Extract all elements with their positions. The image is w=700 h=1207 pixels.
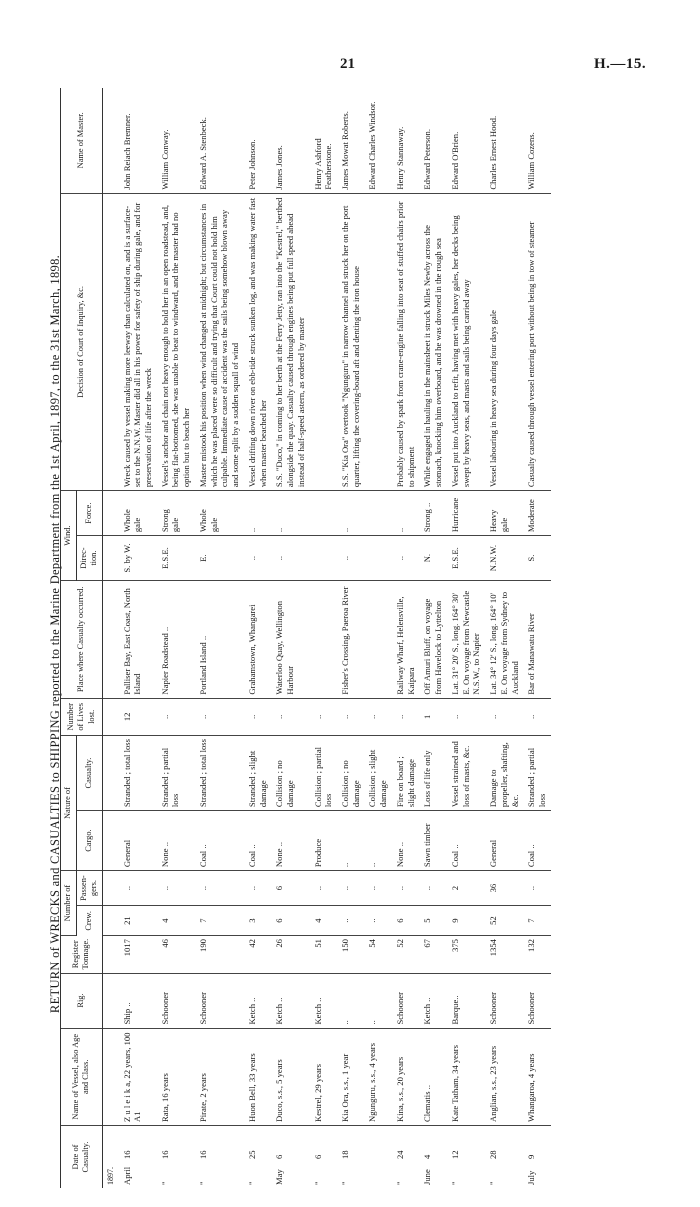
cell-passengers: 2 [447, 871, 485, 906]
cell-date [364, 1126, 391, 1188]
cell-place [364, 581, 391, 698]
cell-crew: 21 [119, 906, 157, 936]
cell-date [195, 1126, 244, 1188]
cell-day: 12 [449, 1150, 460, 1159]
cell-month: May [274, 1169, 285, 1185]
header-casualty: Casualty. [76, 736, 102, 811]
cell-crew: 7 [523, 906, 550, 936]
cell-force: .. [244, 491, 271, 536]
header-nature-of: Nature of [61, 736, 77, 871]
cell-casualty: Stranded ; partial loss [523, 736, 550, 811]
cell-day: 6 [274, 1154, 285, 1159]
cell-lives: .. [523, 698, 550, 735]
cell-master: William Cozens. [523, 88, 550, 193]
header-tonnage: Register Tonnage. [61, 936, 103, 973]
cell-passengers: .. [392, 871, 419, 906]
cell-passengers: .. [195, 871, 244, 906]
cell-casualty: Stranded ; total loss [195, 736, 244, 811]
cell-place: Napier Roadstead .. [157, 581, 195, 698]
cell-crew: 52 [485, 906, 523, 936]
cell-vessel: Duco, s.s., 5 years [271, 1028, 309, 1125]
cell-date [271, 1126, 309, 1188]
cell-direction: .. [392, 536, 419, 581]
header-direction: Direc- tion. [76, 536, 102, 581]
cell-casualty: Collision ; no damage [337, 736, 364, 811]
cell-crew: .. [364, 906, 391, 936]
cell-tonnage: 26 [271, 936, 309, 973]
cell-master: John Reiach Bremner. [119, 88, 157, 193]
table-row [523, 88, 550, 1188]
cell-decision: Master mistook his position when wind changed at midnight; but circumstances in which he was placed were so difficult and trying that Court could not hold him culpable. Immediate cause of accident was the sails being somehow blown away and some split by a sudden squall of wind [195, 193, 244, 490]
cell-crew: 5 [419, 906, 446, 936]
cell-crew: .. [337, 906, 364, 936]
cell-vessel: Huon Bell, 33 years [244, 1028, 271, 1125]
cell-direction: .. [271, 536, 309, 581]
cell-master: Charles Ernest Hood. [485, 88, 523, 193]
cell-casualty: Collision ; no damage [271, 736, 309, 811]
table-row [119, 88, 157, 1188]
cell-month: April [121, 1166, 132, 1185]
cell-cargo: Coal .. [523, 811, 550, 871]
page-number: 21 [340, 56, 355, 72]
cell-decision: While engaged in hauling in the mainsheet it struck Miles Newby across the stomach, knocking him overboard, and he was drowned in the rough sea [419, 193, 446, 490]
cell-day: 6 [312, 1154, 323, 1159]
cell-place: Lat. 34° 12' S., long. 164° 10' E. On voyage from Sydney to Auckland [485, 581, 523, 698]
cell-tonnage: 42 [244, 936, 271, 973]
cell-lives: .. [157, 698, 195, 735]
cell-date [244, 1126, 271, 1188]
cell-force: .. [337, 491, 364, 536]
cell-rig: .. [337, 973, 364, 1028]
cell-place: Lat. 31° 20' S., long. 164° 30' E. On voyage from Newcastle N.S.W., to Napier [447, 581, 485, 698]
cell-passengers: .. [119, 871, 157, 906]
cell-tonnage: 46 [157, 936, 195, 973]
table-body [102, 88, 551, 1188]
cell-date [119, 1126, 157, 1188]
cell-direction: E. [195, 536, 244, 581]
cell-lives: .. [392, 698, 419, 735]
cell-casualty: Stranded ; total loss [119, 736, 157, 811]
cell-month: " [488, 1181, 499, 1185]
cell-tonnage: 67 [419, 936, 446, 973]
cell-place: Railway Wharf, Helensville, Kaipara [392, 581, 419, 698]
table-row [485, 88, 523, 1188]
cell-date [337, 1126, 364, 1188]
cell-tonnage: 150 [337, 936, 364, 973]
cell-decision: Casualty caused through vessel entering port without being in tow of steamer [523, 193, 550, 490]
cell-month: June [422, 1169, 433, 1185]
cell-force: Moderate [523, 491, 550, 536]
cell-crew: 6 [271, 906, 309, 936]
table-row [392, 88, 419, 1188]
header-rig: Rig. [61, 973, 103, 1028]
header-force: Force. [76, 491, 102, 536]
cell-cargo: None .. [271, 811, 309, 871]
document-code: H.—15. [594, 56, 647, 72]
cell-casualty: Stranded ; slight damage [244, 736, 271, 811]
cell-vessel: Kina, s.s., 20 years [392, 1028, 419, 1125]
cell-decision: Wreck caused by vessel making more leeway than calculated on, and is a surface-set to the N.N.W. Master did all in his power for safety of ship during gale, and for preservation of life after the wreck [119, 193, 157, 490]
cell-master: Edward Peterson. [419, 88, 446, 193]
cell-passengers: .. [310, 871, 337, 906]
cell-tonnage: 132 [523, 936, 550, 973]
cell-date [485, 1126, 523, 1188]
cell-rig: Schooner [157, 973, 195, 1028]
cell-decision: Probably caused by spark from crane-engine falling into seat of stuffed chairs prior to shipment [392, 193, 419, 490]
table-row [419, 88, 446, 1188]
rotated-table-container [60, 88, 680, 1188]
cell-passengers: .. [157, 871, 195, 906]
cell-day: 18 [339, 1150, 350, 1159]
cell-direction: .. [244, 536, 271, 581]
cell-direction: .. [337, 536, 364, 581]
cell-cargo: Sawn timber [419, 811, 446, 871]
cell-master: Edward Charles Windsor. [364, 88, 391, 193]
cell-rig: Ketch .. [271, 973, 309, 1028]
cell-force: Whole gale [195, 491, 244, 536]
cell-crew: 4 [310, 906, 337, 936]
cell-force: Whole gale [119, 491, 157, 536]
cell-master: Henry Stannaway. [392, 88, 419, 193]
cell-day: 24 [394, 1150, 405, 1159]
cell-place: Bar of Manawatu River [523, 581, 550, 698]
cell-month: " [394, 1181, 405, 1185]
cell-day: 16 [159, 1150, 170, 1159]
cell-passengers: 6 [271, 871, 309, 906]
cell-master: Edward A. Stenbeck. [195, 88, 244, 193]
cell-rig: Ketch .. [244, 973, 271, 1028]
cell-tonnage: 1354 [485, 936, 523, 973]
cell-master: James Mowat Roberts. [337, 88, 364, 193]
cell-lives: .. [271, 698, 309, 735]
cell-rig: .. [364, 973, 391, 1028]
cell-vessel: Whangaroa, 4 years [523, 1028, 550, 1125]
cell-lives: .. [195, 698, 244, 735]
cell-vessel: Pirate, 2 years [195, 1028, 244, 1125]
cell-force: Hurricane [447, 491, 485, 536]
cell-place [310, 581, 337, 698]
cell-casualty: Damage to propeller, shafting, &c. [485, 736, 523, 811]
cell-date [447, 1126, 485, 1188]
cell-month: " [449, 1181, 460, 1185]
cell-place: Portland Island .. [195, 581, 244, 698]
cell-date [157, 1126, 195, 1188]
cell-date [419, 1126, 446, 1188]
cell-decision: S.S. "Duco," in coming to her berth at the Ferry Jetty, ran into the "Kestrel," berthed alongside the quay. Casualty caused through engines being put full speed ahead instead of half-speed astern, as ordered by master [271, 193, 309, 490]
table-row [271, 88, 309, 1188]
cell-passengers: .. [337, 871, 364, 906]
cell-lives: .. [310, 698, 337, 735]
cell-vessel: Clematis .. [419, 1028, 446, 1125]
cell-passengers: .. [523, 871, 550, 906]
header-number-of: Number of [61, 871, 77, 936]
cell-casualty: Stranded ; partial loss [157, 736, 195, 811]
cell-passengers: .. [364, 871, 391, 906]
cell-rig: Schooner [485, 973, 523, 1028]
cell-cargo: None .. [157, 811, 195, 871]
cell-cargo: .. [364, 811, 391, 871]
cell-day: 4 [422, 1154, 433, 1159]
cell-decision: Vessel's anchor and chain not heavy enough to hold her in an open roadstead, and, being flat-bottomed, she was unable to beat to windward, and the master had no option but to beach her [157, 193, 195, 490]
cell-month: " [339, 1181, 350, 1185]
cell-tonnage: 1017 [119, 936, 157, 973]
cell-cargo: General [485, 811, 523, 871]
cell-cargo: Coal .. [447, 811, 485, 871]
cell-direction: S. [523, 536, 550, 581]
cell-vessel: Anglian, s.s., 23 years [485, 1028, 523, 1125]
cell-rig: Ketch .. [310, 973, 337, 1028]
header-lives: Number of Lives lost. [61, 698, 103, 735]
cell-tonnage: 51 [310, 936, 337, 973]
cell-day: 16 [197, 1150, 208, 1159]
cell-force: Strong .. [419, 491, 446, 536]
header-date: Date of Casualty. [61, 1126, 103, 1188]
cell-casualty: Collision ; partial loss [310, 736, 337, 811]
cell-decision: Vessel labouring in heavy sea during four days gale [485, 193, 523, 490]
cell-master: James Jones. [271, 88, 309, 193]
cell-date [392, 1126, 419, 1188]
cell-master: Henry Ashford Featherstone. [310, 88, 337, 193]
cell-direction [364, 536, 391, 581]
cell-month: " [159, 1181, 170, 1185]
cell-direction: N. [419, 536, 446, 581]
cell-cargo: None .. [392, 811, 419, 871]
cell-tonnage: 52 [392, 936, 419, 973]
cell-casualty: Loss of life only [419, 736, 446, 811]
cell-day: 25 [246, 1150, 257, 1159]
cell-cargo: Coal .. [244, 811, 271, 871]
cell-vessel: Kestrel, 29 years [310, 1028, 337, 1125]
cell-direction: E.S.E. [447, 536, 485, 581]
cell-passengers: 36 [485, 871, 523, 906]
cell-cargo: Produce [310, 811, 337, 871]
cell-lives: .. [364, 698, 391, 735]
cell-vessel: Kia Ora, s.s., 1 year [337, 1028, 364, 1125]
cell-tonnage: 375 [447, 936, 485, 973]
header-place: Place where Casualty occurred. [61, 581, 103, 698]
cell-rig: Schooner [523, 973, 550, 1028]
cell-rig: Barque.. [447, 973, 485, 1028]
cell-tonnage: 190 [195, 936, 244, 973]
cell-date [310, 1126, 337, 1188]
cell-vessel: Z u l e i k a, 22 years, 100 A1 [119, 1028, 157, 1125]
cell-rig: Ketch .. [419, 973, 446, 1028]
cell-decision [310, 193, 337, 490]
cell-place: Fisher's Crossing, Paeroa River [337, 581, 364, 698]
cell-master: Edward O'Brien. [447, 88, 485, 193]
cell-force: .. [392, 491, 419, 536]
cell-lives: .. [447, 698, 485, 735]
table-row [364, 88, 391, 1188]
cell-force: Heavy gale [485, 491, 523, 536]
cell-tonnage: 54 [364, 936, 391, 973]
cell-casualty: Fire on board ; slight damage [392, 736, 419, 811]
header-master: Name of Master. [61, 88, 103, 193]
cell-rig: Schooner [392, 973, 419, 1028]
cell-vessel: Rata, 16 years [157, 1028, 195, 1125]
cell-month: " [312, 1181, 323, 1185]
header-wind: Wind. [61, 491, 77, 581]
header-vessel: Name of Vessel, also Age and Class. [61, 1028, 103, 1125]
table-row [337, 88, 364, 1188]
cell-lives: 12 [119, 698, 157, 735]
header-cargo: Cargo. [76, 811, 102, 871]
cell-place: Waterloo Quay, Wellington Harbour [271, 581, 309, 698]
cell-master: Peter Johnson. [244, 88, 271, 193]
cell-passengers: .. [244, 871, 271, 906]
cell-day: 28 [488, 1150, 499, 1159]
wrecks-table [60, 88, 551, 1188]
cell-date [523, 1126, 550, 1188]
cell-crew: 3 [244, 906, 271, 936]
cell-place: Off Amuri Bluff, on voyage from Havelock to Lyttelton [419, 581, 446, 698]
cell-master: William Conway. [157, 88, 195, 193]
cell-month: July [526, 1170, 537, 1185]
cell-force: Strong gale [157, 491, 195, 536]
table-row [244, 88, 271, 1188]
table-row [195, 88, 244, 1188]
cell-casualty: Vessel strained and loss of masts, &c. [447, 736, 485, 811]
cell-decision: Vessel drifting down river on ebb-tide struck sunken log, and was making water fast when master beached her [244, 193, 271, 490]
cell-day: 9 [526, 1154, 537, 1159]
cell-force [310, 491, 337, 536]
cell-crew: 9 [447, 906, 485, 936]
header-crew: Crew. [76, 906, 102, 936]
cell-decision: Vessel put into Auckland to refit, having met with heavy gales, her decks being swept by heavy seas, and masts and sails being carried away [447, 193, 485, 490]
table-row [310, 88, 337, 1188]
header-passengers: Passen- gers. [76, 871, 102, 906]
cell-rig: Schooner [195, 973, 244, 1028]
cell-cargo: Coal .. [195, 811, 244, 871]
cell-lives: 1 [419, 698, 446, 735]
cell-vessel: Ngunguru, s.s., 4 years [364, 1028, 391, 1125]
table-row [157, 88, 195, 1188]
return-title: RETURN of WRECKS and CASUALTIES to SHIPPING reported to the Marine Department from the 1st April, 1897, to the 31st March, 1898. [48, 254, 62, 1014]
cell-direction: S. by W. [119, 536, 157, 581]
year-label: 1897. [105, 1167, 115, 1185]
header-decision: Decision of Court of Inquiry, &c. [61, 193, 103, 490]
cell-rig: Ship .. [119, 973, 157, 1028]
cell-cargo: .. [337, 811, 364, 871]
cell-month: " [197, 1181, 208, 1185]
cell-direction: E.S.E. [157, 536, 195, 581]
cell-vessel: Kate Tatham, 34 years [447, 1028, 485, 1125]
cell-direction: N.N.W. [485, 536, 523, 581]
cell-force: .. [271, 491, 309, 536]
cell-cargo: General [119, 811, 157, 871]
cell-passengers: .. [419, 871, 446, 906]
cell-day: 16 [121, 1150, 132, 1159]
cell-lives: .. [485, 698, 523, 735]
cell-month: " [246, 1181, 257, 1185]
year-row [102, 88, 119, 1188]
cell-lives: .. [337, 698, 364, 735]
cell-decision: S.S. "Kia Ora" overtook "Ngunguru" in narrow channel and struck her on the port quarter, lifting the covering-board aft and denting the iron house [337, 193, 364, 490]
cell-force [364, 491, 391, 536]
cell-decision [364, 193, 391, 490]
cell-casualty: Collision ; slight damage [364, 736, 391, 811]
cell-lives: .. [244, 698, 271, 735]
table-row [447, 88, 485, 1188]
cell-crew: 4 [157, 906, 195, 936]
cell-crew: 6 [392, 906, 419, 936]
cell-place: Grahamstown, Whangarei [244, 581, 271, 698]
cell-place: Palliser Bay, East Coast, North Island [119, 581, 157, 698]
cell-direction [310, 536, 337, 581]
cell-crew: 7 [195, 906, 244, 936]
